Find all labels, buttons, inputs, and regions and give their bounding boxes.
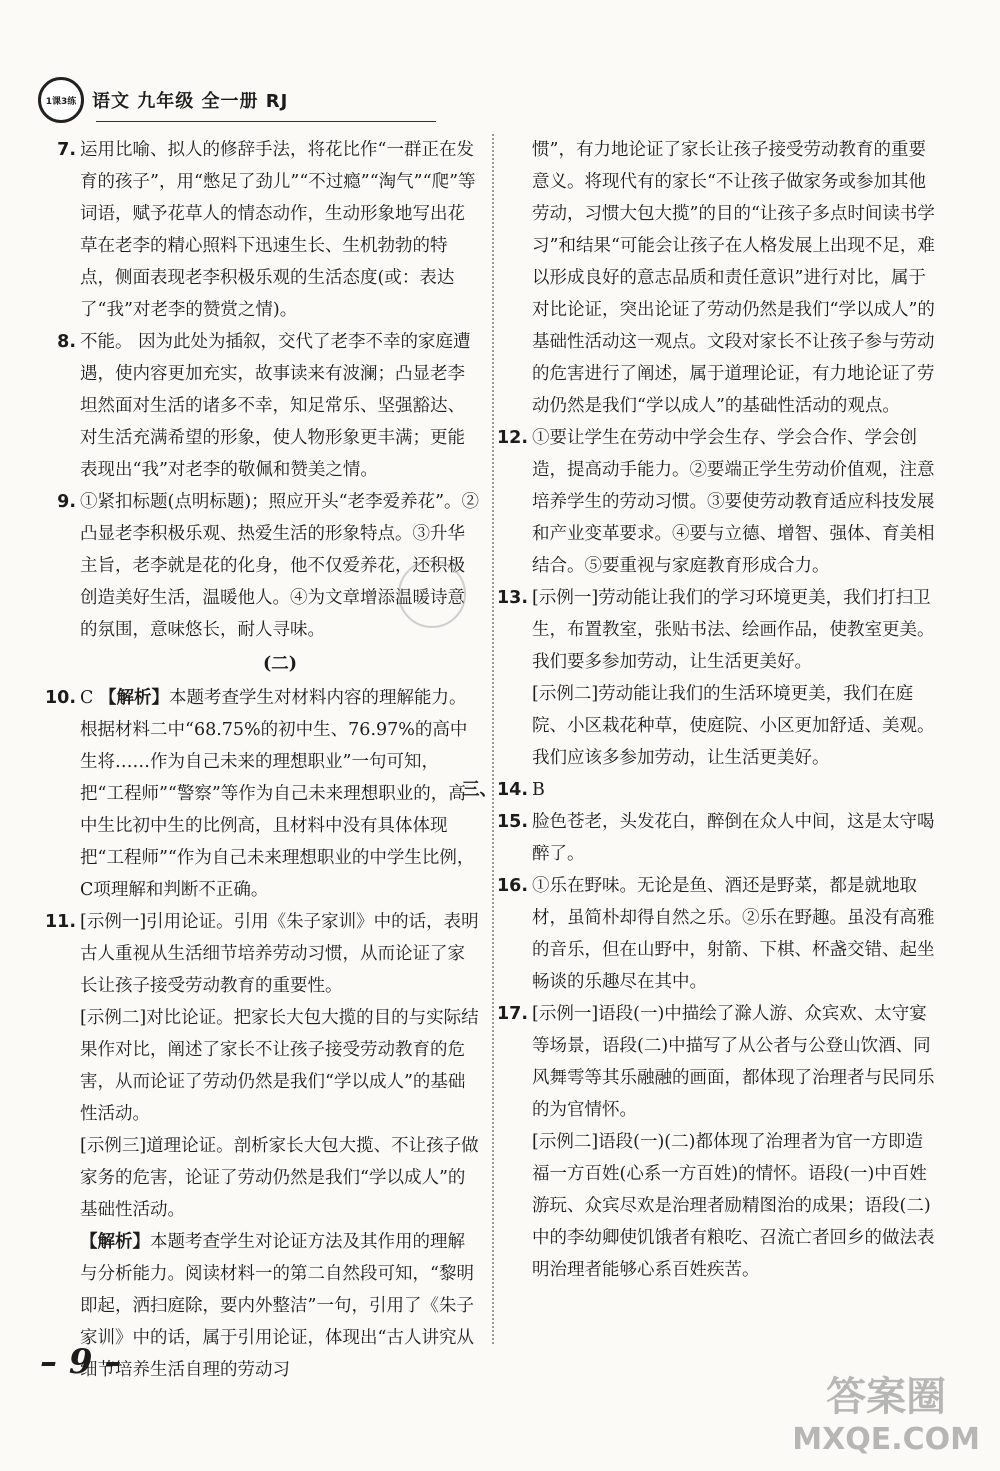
column-divider	[492, 134, 494, 1344]
answer-text: ①紧扣标题(点明标题)；照应开头“老李爱养花”。②凸显老李积极乐观、热爱生活的形象特点。③升华主旨，老李就是花的化身，他不仅爱养花，还积极创造美好生活，温暖他人。④为文章增添温暖诗意的氛围，意味悠长，耐人寻味。	[80, 492, 480, 640]
analysis-text: 本题考查学生对论证方法及其作用的理解与分析能力。阅读材料一的第二自然段可知，“黎明即起，洒扫庭除，要内外整洁”一句，引用了《朱子家训》中的话，属于引用论证，体现出“古人讲究从细节培养生活自理的劳动习	[80, 1232, 474, 1380]
question-number: 12.	[496, 428, 528, 448]
answer-12	[496, 422, 936, 582]
header-rule	[96, 121, 436, 122]
question-number: 10.	[44, 688, 76, 708]
answer-11	[44, 906, 480, 1386]
answer-11-continued	[532, 134, 936, 422]
question-number: 9.	[57, 492, 76, 512]
page-header	[38, 78, 288, 122]
watermark-url: MXQE.COM	[792, 1422, 980, 1457]
example-2: [示例二]语段(一)(二)都体现了治理者为官一方即造福一方百姓(心系一方百姓)的情怀。语段(一)中百姓游玩、众宾尽欢是治理者励精图治的成果；语段(二)中的李幼卿使饥饿者有粮吃、召流亡者回乡的做法表明治理者能够心系百姓疾苦。	[532, 1132, 935, 1280]
answer-17	[496, 998, 936, 1286]
question-number: 8.	[57, 332, 76, 352]
answer-text: B	[532, 780, 545, 800]
answer-14	[461, 774, 936, 806]
logo-text: 1课3练	[45, 96, 77, 107]
answer-15	[496, 806, 936, 870]
page-number: – 9 –	[40, 1342, 122, 1382]
analysis-tag: 【解析】	[98, 688, 169, 708]
question-number: 17.	[496, 1004, 528, 1024]
answer-16	[496, 870, 936, 998]
analysis-text: 本题考查学生对材料内容的理解能力。根据材料二中“68.75%的初中生、76.97%的高中生将……作为自己未来的理想职业”一句可知，把“工程师”“警察”等作为自己未来理想职业的，高中生比初中生的比例高，且材料中没有具体体现把“工程师”“作为自己未来理想职业的中学生比例，C项理解和判断不正确。	[80, 688, 475, 900]
answer-text: ①乐在野味。无论是鱼、酒还是野菜，都是就地取材，虽简朴却得自然之乐。②乐在野趣。虽没有高雅的音乐，但在山野中，射箭、下棋、杯盏交错、起坐畅谈的乐趣尽在其中。	[532, 876, 935, 992]
header-title: 语文 九年级 全一册 RJ	[92, 91, 289, 112]
example-1: [示例一]语段(一)中描绘了滁人游、众宾欢、太守宴等场景，语段(二)中描写了从公者与公登山饮酒、同风舞雩等其乐融融的画面，都体现了治理者与民同乐的为官情怀。	[532, 1004, 935, 1120]
answer-text: ①要让学生在劳动中学会生存、学会合作、学会创造，提高动手能力。②要端正学生劳动价值观，注意培养学生的劳动习惯。③要使劳动教育适应科技发展和产业变革要求。④要与立德、增智、强体、育美相结合。⑤要重视与家庭教育形成合力。	[532, 428, 935, 576]
answer-7	[57, 134, 480, 326]
question-number: 11.	[44, 912, 76, 932]
question-number: 16.	[496, 876, 528, 896]
question-number: 7.	[57, 140, 76, 160]
answer-10	[44, 682, 480, 906]
example-1: [示例一]引用论证。引用《朱子家训》中的话，表明古人重视从生活细节培养劳动习惯，从而论证了家长让孩子接受劳动教育的重要性。	[80, 912, 479, 996]
analysis-tag: 【解析】	[80, 1232, 150, 1252]
section-heading: (二)	[262, 654, 298, 674]
watermark-title: 答案圈	[826, 1374, 947, 1420]
question-number: 15.	[496, 812, 528, 832]
example-3: [示例三]道理论证。剖析家长大包大揽、不让孩子做家务的危害，论证了劳动仍然是我们“学以成人”的基础性活动。	[80, 1136, 479, 1220]
stamp-mark-icon	[398, 560, 466, 628]
answer-text: 脸色苍老，头发花白，醉倒在众人中间，这是太守喝醉了。	[532, 812, 935, 864]
question-number: 三、14.	[461, 780, 528, 800]
publisher-logo-icon	[38, 77, 84, 123]
question-number: 13.	[496, 588, 528, 608]
example-2: [示例二]劳动能让我们的生活环境更美，我们在庭院、小区栽花种草，使庭院、小区更加舒适、美观。我们应该多参加劳动，让生活更美好。	[532, 684, 935, 768]
answer-text: 不能。 因为此处为插叙，交代了老李不幸的家庭遭遇，使内容更加充实，故事读来有波澜；凸显老李坦然面对生活的诸多不幸，知足常乐、坚强豁达、对生活充满希望的形象，使人物形象更丰满；更能表现出“我”对老李的敬佩和赞美之情。	[80, 332, 471, 480]
answer-text: 运用比喻、拟人的修辞手法，将花比作“一群正在发育的孩子”，用“憋足了劲儿”“不过瘾”“淘气”“爬”等词语，赋予花草人的情态动作，生动形象地写出花草在老李的精心照料下迅速生长、生机勃勃的特点，侧面表现老李积极乐观的生活态度(或：表达了“我”对老李的赞赏之情)。	[80, 140, 476, 320]
left-column	[44, 134, 480, 1386]
example-1: [示例一]劳动能让我们的学习环境更美，我们打扫卫生，布置教室，张贴书法、绘画作品，使教室更美。我们要多参加劳动，让生活更美好。	[532, 588, 935, 672]
answer-13	[496, 582, 936, 774]
answer-text: 惯”，有力地论证了家长让孩子接受劳动教育的重要意义。将现代有的家长“不让孩子做家务或参加其他劳动，习惯大包大揽”的目的“让孩子多点时间读书学习”和结果“可能会让孩子在人格发展上出现不足，难以形成良好的意志品质和责任意识”进行对比，属于对比论证，突出论证了劳动仍然是我们“学以成人”的基础性活动这一观点。文段对家长不让孩子参与劳动的危害进行了阐述，属于道理论证，有力地论证了劳动仍然是我们“学以成人”的基础性活动的观点。	[532, 140, 935, 416]
example-2: [示例二]对比论证。把家长大包大揽的目的与实际结果作对比，阐述了家长不让孩子接受劳动教育的危害，从而论证了劳动仍然是我们“学以成人”的基础性活动。	[80, 1008, 479, 1124]
answer-8	[57, 326, 480, 486]
right-column	[461, 134, 936, 1286]
watermark	[792, 1365, 980, 1457]
answer-choice: C	[80, 688, 94, 708]
section-three-label: 三、	[461, 780, 497, 800]
